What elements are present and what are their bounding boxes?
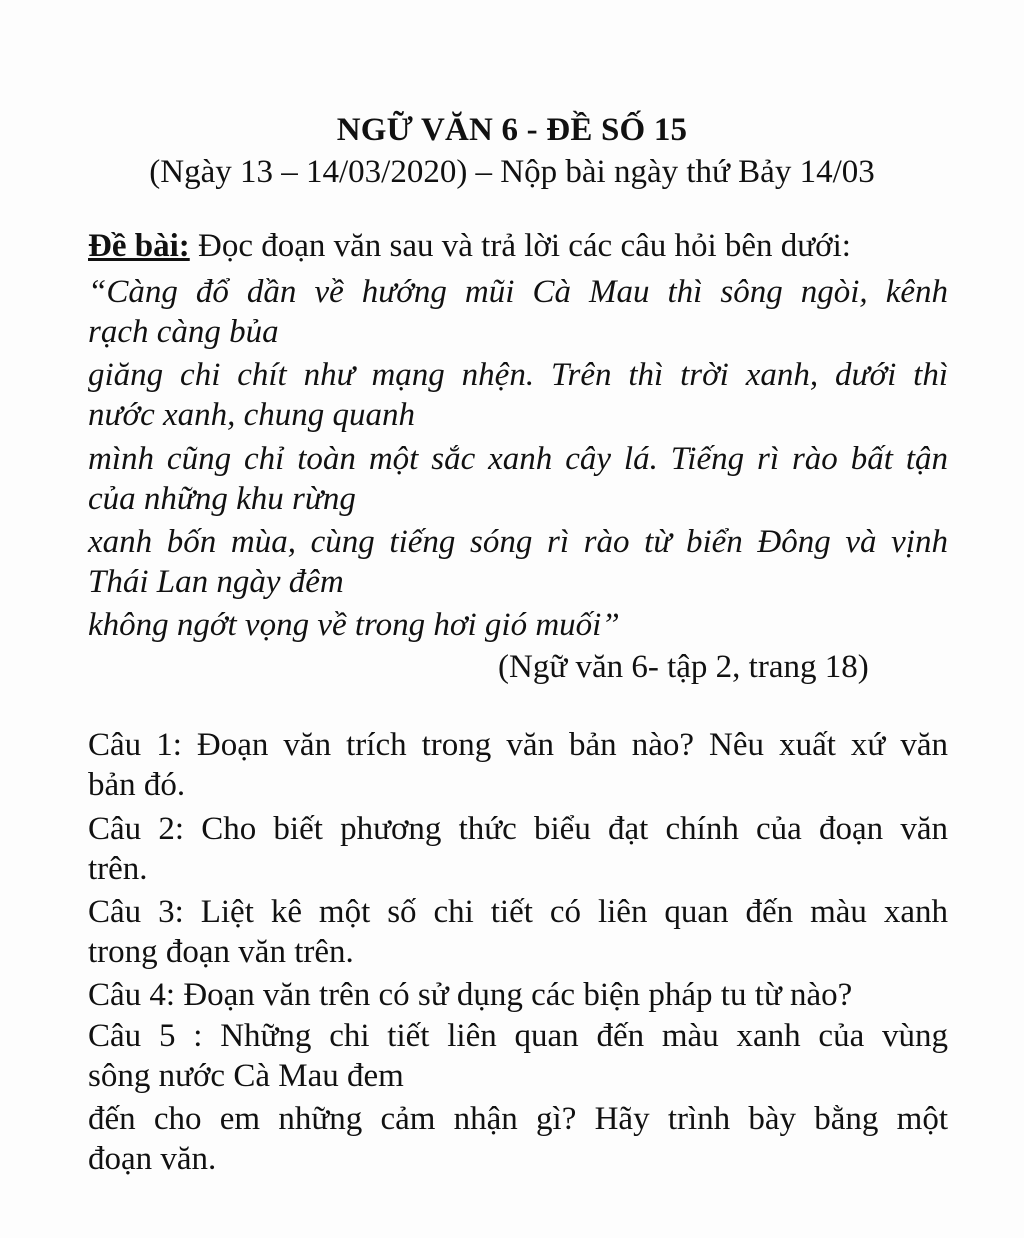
- question-line: Câu 3: Liệt kê một số chi tiết có liên quan đến màu xanh: [88, 894, 948, 930]
- passage-line: nước xanh, chung quanh: [88, 397, 416, 433]
- question-line: đoạn văn.: [88, 1141, 217, 1177]
- prompt-line: [88, 226, 948, 266]
- page-title: NGỮ VĂN 6 - ĐỀ SỐ 15: [336, 112, 688, 148]
- page-subtitle: (Ngày 13 – 14/03/2020) – Nộp bài ngày thứ Bảy 14/03: [149, 154, 875, 190]
- passage-line: xanh bốn mùa, cùng tiếng sóng rì rào từ biển Đông và vịnh: [88, 524, 948, 560]
- prompt-label: Đề bài:: [88, 228, 190, 264]
- question-line: bản đó.: [88, 767, 186, 803]
- question-line: Câu 5 : Những chi tiết liên quan đến màu xanh của vùng: [88, 1018, 948, 1054]
- passage-line: mình cũng chỉ toàn một sắc xanh cây lá. Tiếng rì rào bất tận: [88, 441, 948, 477]
- passage-line: rạch càng bủa: [88, 314, 279, 350]
- passage-line: của những khu rừng: [88, 481, 356, 517]
- prompt-text: Đọc đoạn văn sau và trả lời các câu hỏi bên dưới:: [189, 228, 851, 264]
- passage-line: không ngớt vọng về trong hơi gió muối”: [88, 607, 620, 643]
- question-line: trong đoạn văn trên.: [88, 934, 354, 970]
- passage-line: Thái Lan ngày đêm: [88, 564, 344, 600]
- source-citation: (Ngữ văn 6- tập 2, trang 18): [498, 649, 869, 685]
- question-line: sông nước Cà Mau đem: [88, 1058, 404, 1094]
- question-line: Câu 2: Cho biết phương thức biểu đạt chính của đoạn văn: [88, 811, 948, 847]
- question-line: Câu 4: Đoạn văn trên có sử dụng các biện pháp tu từ nào?: [88, 977, 853, 1013]
- question-line: trên.: [88, 851, 148, 887]
- passage-line: “Càng đổ dần về hướng mũi Cà Mau thì sông ngòi, kênh: [88, 274, 948, 310]
- question-line: Câu 1: Đoạn văn trích trong văn bản nào? Nêu xuất xứ văn: [88, 727, 948, 763]
- question-line: đến cho em những cảm nhận gì? Hãy trình bày bằng một: [88, 1101, 948, 1137]
- passage-line: giăng chi chít như mạng nhện. Trên thì trời xanh, dưới thì: [88, 357, 948, 393]
